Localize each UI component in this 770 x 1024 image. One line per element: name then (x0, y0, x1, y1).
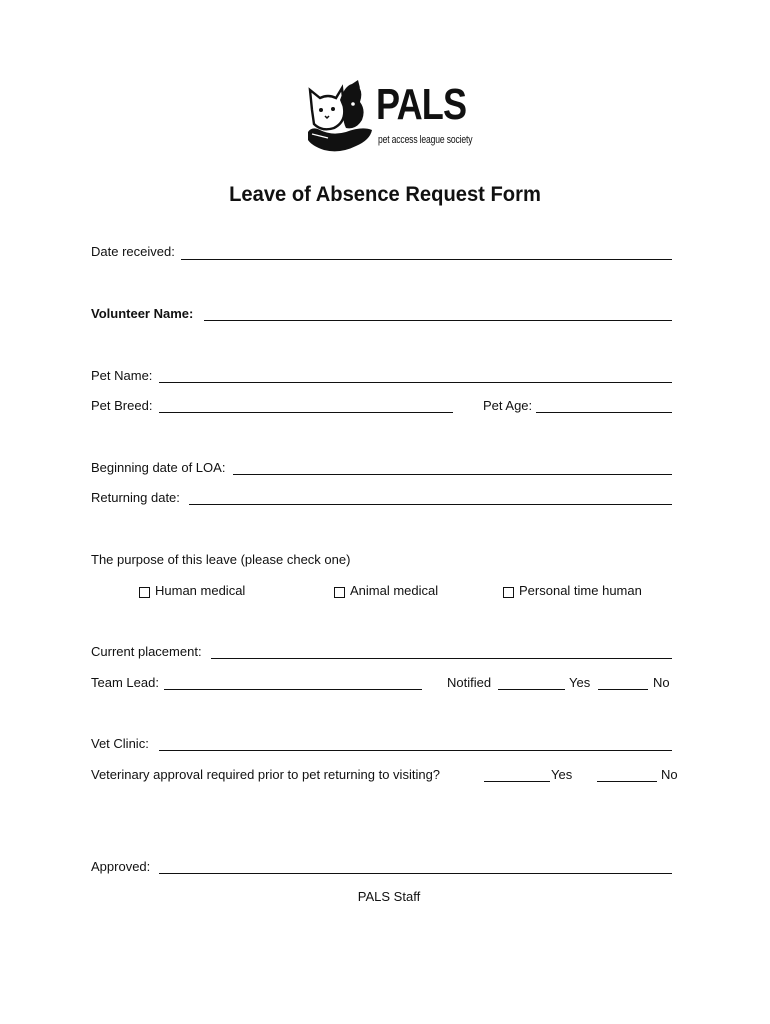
team-lead-field[interactable] (164, 689, 422, 690)
pet-name-field[interactable] (159, 382, 672, 383)
personal-time-human-checkbox[interactable] (503, 587, 514, 598)
purpose-label: The purpose of this leave (please check one) (91, 552, 351, 567)
approved-signature-field[interactable] (159, 873, 672, 874)
pals-logo (306, 80, 473, 156)
date-received-label: Date received: (91, 244, 175, 259)
pals-hand-cat-dog-logo-icon (306, 80, 374, 156)
volunteer-name-label: Volunteer Name: (91, 306, 194, 321)
notified-label: Notified (447, 675, 492, 690)
vet-clinic-label: Vet Clinic: (91, 736, 149, 751)
personal-time-human-label: Personal time human (519, 583, 642, 598)
notified-no-label: No (653, 675, 670, 690)
current-placement-field[interactable] (211, 658, 672, 659)
animal-medical-label: Animal medical (350, 583, 439, 598)
beginning-date-label: Beginning date of LOA: (91, 460, 226, 475)
pet-breed-field[interactable] (159, 412, 453, 413)
pals-staff-caption: PALS Staff (357, 889, 421, 904)
animal-medical-checkbox[interactable] (334, 587, 345, 598)
team-lead-label: Team Lead: (91, 675, 159, 690)
vet-approval-label: Veterinary approval required prior to pet returning to visiting? (91, 767, 441, 782)
logo-tagline: pet access league society (378, 134, 473, 146)
vet-approval-yes-field[interactable] (484, 781, 550, 782)
vet-clinic-field[interactable] (159, 750, 672, 751)
beginning-date-field[interactable] (233, 474, 672, 475)
vet-approval-no-field[interactable] (597, 781, 657, 782)
volunteer-name-field[interactable] (204, 320, 672, 321)
pet-breed-label: Pet Breed: (91, 398, 153, 413)
returning-date-label: Returning date: (91, 490, 180, 505)
notified-yes-label: Yes (569, 675, 591, 690)
date-received-field[interactable] (181, 259, 672, 260)
approved-label: Approved: (91, 859, 151, 874)
vet-approval-yes-label: Yes (551, 767, 573, 782)
current-placement-label: Current placement: (91, 644, 202, 659)
pet-age-field[interactable] (536, 412, 672, 413)
notified-no-field[interactable] (598, 689, 648, 690)
vet-approval-no-label: No (661, 767, 678, 782)
pet-age-label: Pet Age: (483, 398, 533, 413)
form-title: Leave of Absence Request Form (229, 183, 541, 206)
pet-name-label: Pet Name: (91, 368, 153, 383)
returning-date-field[interactable] (189, 504, 672, 505)
human-medical-checkbox[interactable] (139, 587, 150, 598)
notified-yes-field[interactable] (498, 689, 565, 690)
logo-wordmark: PALS (376, 80, 467, 129)
human-medical-label: Human medical (155, 583, 246, 598)
